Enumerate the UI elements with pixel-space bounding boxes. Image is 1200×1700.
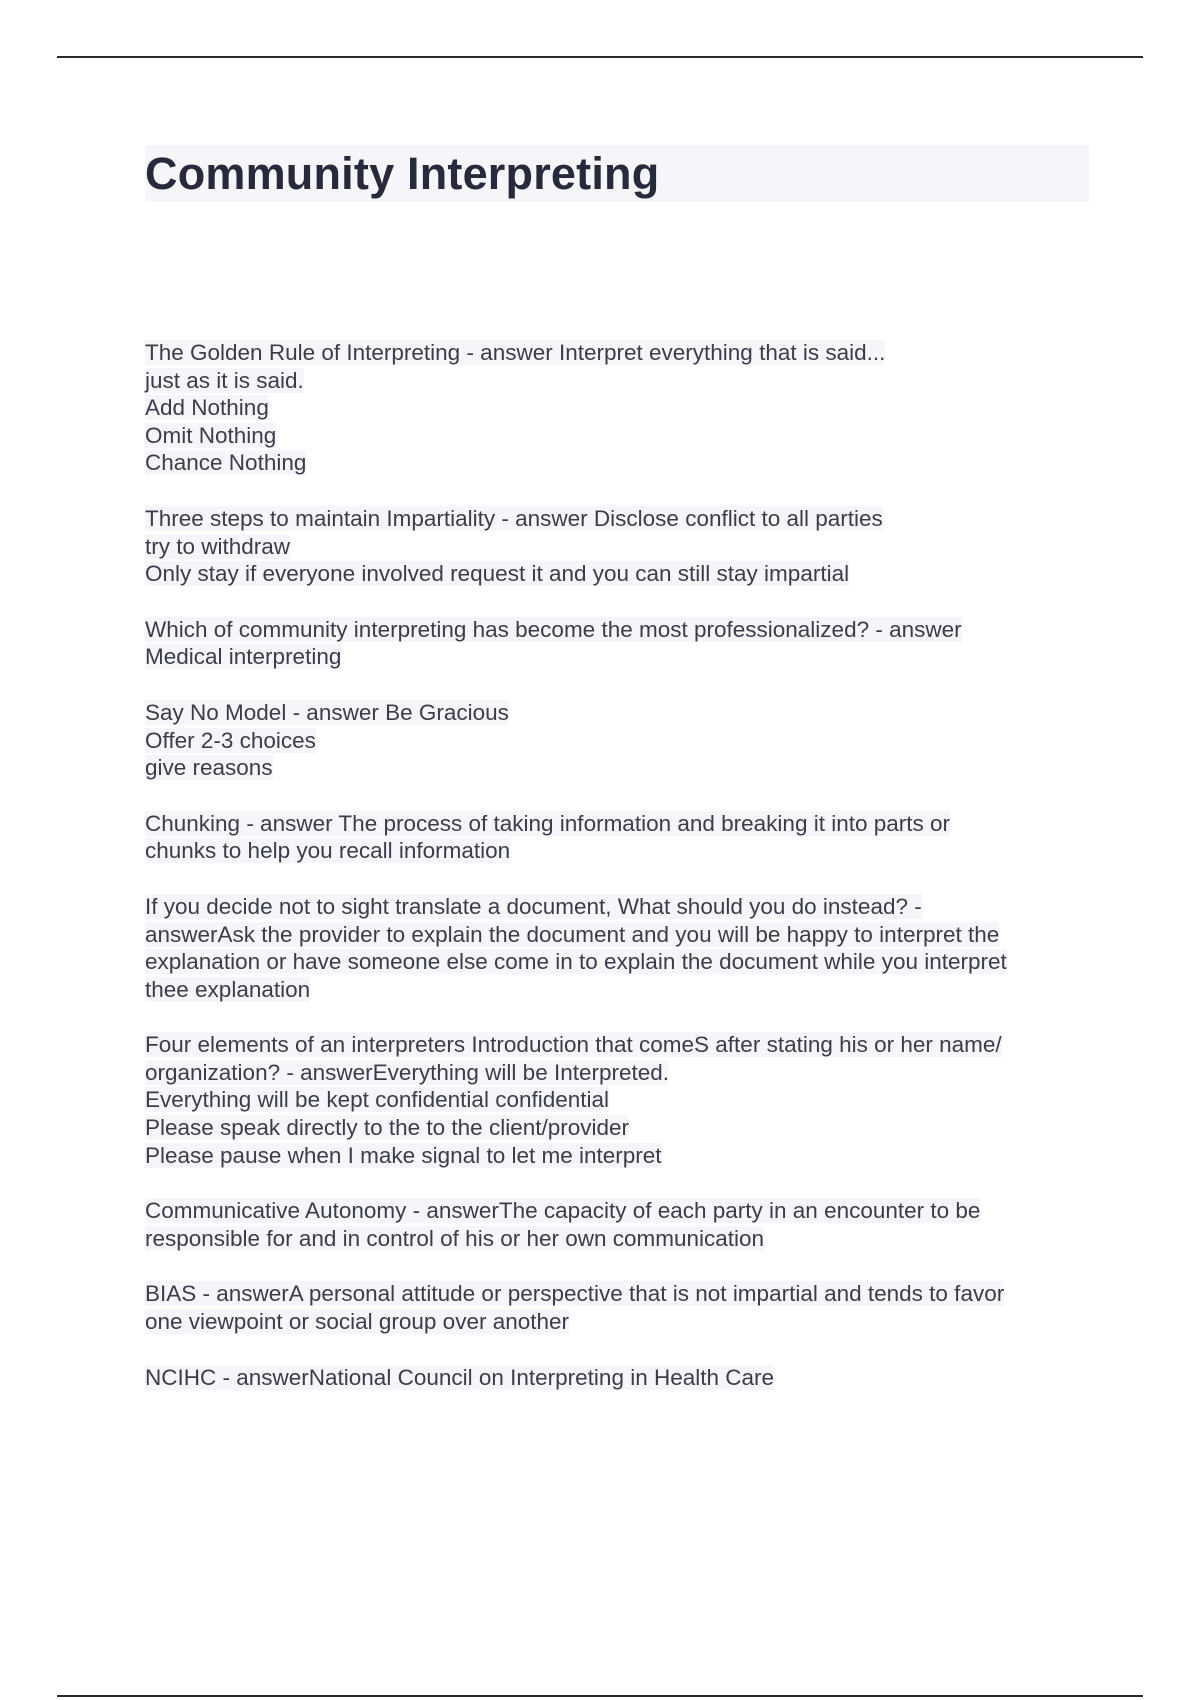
qa-line xyxy=(145,422,1095,450)
footer-rule xyxy=(57,1695,1143,1697)
qa-entry xyxy=(145,1364,1095,1392)
qa-line-text: BIAS - answerA personal attitude or perspective that is not impartial and tends to favor xyxy=(145,1281,1005,1307)
qa-line xyxy=(145,505,1095,533)
qa-line-text: responsible for and in control of his or her own communication xyxy=(145,1225,765,1251)
header-rule xyxy=(57,56,1143,58)
qa-line xyxy=(145,616,1095,644)
qa-line-text: Chunking - answer The process of taking information and breaking it into parts or xyxy=(145,810,951,836)
qa-entry xyxy=(145,1197,1095,1252)
qa-line-text: Medical interpreting xyxy=(145,644,342,670)
qa-line xyxy=(145,893,1095,921)
qa-line-text: Offer 2-3 choices xyxy=(145,727,316,753)
qa-line xyxy=(145,339,1095,367)
qa-entry xyxy=(145,810,1095,865)
qa-line-text: Only stay if everyone involved request it and you can still stay impartial xyxy=(145,561,850,587)
qa-entry xyxy=(145,505,1095,588)
qa-line xyxy=(145,948,1095,976)
qa-line-text: Add Nothing xyxy=(145,395,269,421)
qa-line-text: Chance Nothing xyxy=(145,450,307,476)
qa-line xyxy=(145,837,1095,865)
qa-line xyxy=(145,1225,1095,1253)
qa-line-text: chunks to help you recall information xyxy=(145,838,511,864)
qa-line xyxy=(145,754,1095,782)
qa-line-text: Please pause when I make signal to let me interpret xyxy=(145,1142,662,1168)
qa-line-text: thee explanation xyxy=(145,976,311,1002)
qa-line xyxy=(145,1114,1095,1142)
qa-line-text: one viewpoint or social group over another xyxy=(145,1309,570,1335)
qa-line-text: If you decide not to sight translate a document, What should you do instead? - xyxy=(145,893,922,919)
qa-line xyxy=(145,1308,1095,1336)
qa-line xyxy=(145,560,1095,588)
qa-line-text: explanation or have someone else come in to explain the document while you interpret xyxy=(145,949,1007,975)
qa-line-text: try to withdraw xyxy=(145,533,291,559)
qa-line xyxy=(145,727,1095,755)
qa-line-text: Which of community interpreting has become the most professionalized? - answer xyxy=(145,616,962,642)
qa-line-text: NCIHC - answerNational Council on Interpreting in Health Care xyxy=(145,1364,775,1390)
qa-line-text: answerAsk the provider to explain the document and you will be happy to interpret the xyxy=(145,921,1000,947)
qa-line-text: Communicative Autonomy - answerThe capacity of each party in an encounter to be xyxy=(145,1198,981,1224)
qa-line-text: Three steps to maintain Impartiality - answer Disclose conflict to all parties xyxy=(145,505,883,531)
qa-entry xyxy=(145,699,1095,782)
qa-line xyxy=(145,1197,1095,1225)
qa-line-text: Omit Nothing xyxy=(145,422,277,448)
qa-line xyxy=(145,367,1095,395)
qa-line-text: give reasons xyxy=(145,755,273,781)
qa-line-text: Please speak directly to the to the client/provider xyxy=(145,1115,630,1141)
qa-line xyxy=(145,699,1095,727)
qa-line-text: The Golden Rule of Interpreting - answer Interpret everything that is said... xyxy=(145,340,886,365)
qa-line-text: Say No Model - answer Be Gracious xyxy=(145,699,509,725)
qa-entry xyxy=(145,1031,1095,1169)
qa-line xyxy=(145,810,1095,838)
qa-entry xyxy=(145,339,1095,477)
qa-line xyxy=(145,1086,1095,1114)
qa-entry xyxy=(145,1280,1095,1335)
qa-list xyxy=(145,339,1095,1419)
qa-line xyxy=(145,643,1095,671)
qa-line xyxy=(145,449,1095,477)
qa-line xyxy=(145,921,1095,949)
qa-line xyxy=(145,976,1095,1004)
qa-line xyxy=(145,1059,1095,1087)
qa-line xyxy=(145,1142,1095,1170)
qa-line-text: organization? - answerEverything will be Interpreted. xyxy=(145,1059,670,1085)
qa-line xyxy=(145,1031,1095,1059)
qa-line-text: Four elements of an interpreters Introduction that comeS after stating his or her name/ xyxy=(145,1032,1002,1058)
qa-line xyxy=(145,1280,1095,1308)
qa-line xyxy=(145,533,1095,561)
qa-line xyxy=(145,1364,1095,1392)
qa-entry xyxy=(145,616,1095,671)
qa-line-text: Everything will be kept confidential confidential xyxy=(145,1087,610,1113)
qa-line xyxy=(145,394,1095,422)
qa-line-text: just as it is said. xyxy=(145,367,304,393)
document-title: Community Interpreting xyxy=(145,148,660,199)
qa-entry xyxy=(145,893,1095,1003)
